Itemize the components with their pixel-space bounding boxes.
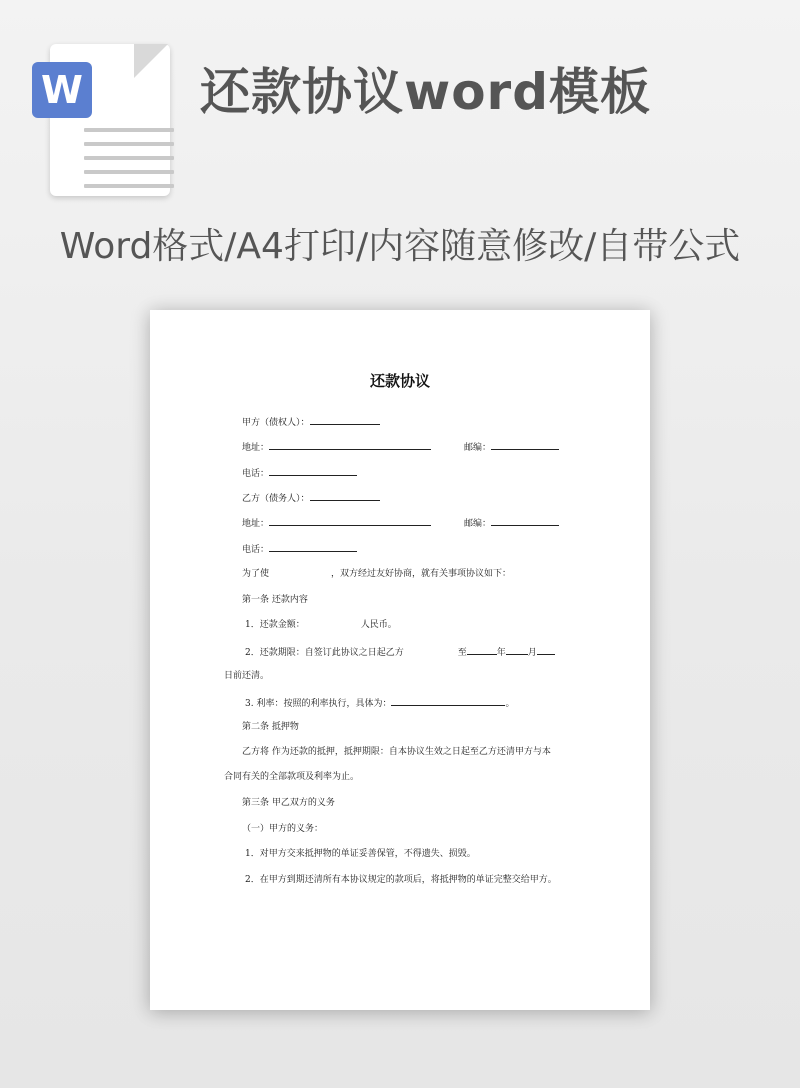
article-3-item-1: 1．对甲方交来抵押物的单证妥善保管，不得遗失、损毁。 [245,849,476,859]
party-b-address-line [242,516,431,530]
interest-rate-blank [391,696,505,706]
party-b-phone-line [242,542,357,556]
party-b-postcode-line [464,516,559,530]
article-2-text-continued: 合同有关的全部款项及利率为止。 [224,772,360,782]
interest-rate-label: 3. 利率：按照的利率执行，具体为： [245,699,392,709]
phone-label: 电话： [242,469,270,479]
phone-label: 电话： [242,545,270,555]
article-2-text: 乙方将 作为还款的抵押，抵押期限：自本协议生效之日起至乙方还清甲方与本 [242,747,551,757]
word-logo-icon: W [32,62,92,118]
day-blank [537,645,555,655]
intro-text-end: ，双方经过友好协商，就有关事项协议如下： [331,569,512,579]
file-fold-corner [134,44,168,78]
postcode-blank [491,440,559,450]
address-label: 地址： [242,519,270,529]
period-text: 。 [505,699,515,709]
article-3-item-2: 2．在甲方到期还清所有本协议规定的款项后，将抵押物的单证完整交给甲方。 [245,875,557,885]
until-text: 至 [457,648,467,658]
intro-text-start: 为了使 [242,569,270,579]
year-blank [467,645,497,655]
month-blank [506,645,528,655]
intro-paragraph [242,568,511,580]
article-1-item-3 [245,696,514,710]
year-text: 年 [496,648,506,658]
article-2-title: 第二条 抵押物 [242,722,299,732]
postcode-label: 邮编： [464,519,492,529]
postcode-label: 邮编： [464,443,492,453]
phone-blank [269,542,357,552]
address-blank [269,516,431,526]
article-1-item-1 [245,619,397,631]
party-a-phone-line [242,466,357,480]
address-label: 地址： [242,443,270,453]
postcode-blank [491,516,559,526]
article-1-title: 第一条 还款内容 [242,595,308,605]
article-3-title: 第三条 甲乙双方的义务 [242,798,335,808]
document-preview [150,310,650,1010]
page-subtitle: Word格式/A4打印/内容随意修改/自带公式 [59,226,741,267]
repay-amount-label: 1．还款金额： [245,620,305,630]
month-text: 月 [527,648,537,658]
party-b-blank [310,491,380,501]
party-a-label: 甲方（债权人）： [242,418,310,428]
article-1-item-2 [245,645,555,659]
party-a-address-line [242,440,431,454]
phone-blank [269,466,357,476]
article-3-subsection-1: （一）甲方的义务： [242,824,324,834]
party-b-line [242,491,380,505]
address-blank [269,440,431,450]
currency-text: 人民币。 [360,620,397,630]
article-1-item-2-continued: 日前还清。 [224,671,270,681]
party-a-blank [310,415,380,425]
word-file-icon [32,44,172,200]
party-a-postcode-line [464,440,559,454]
document-title: 还款协议 [369,372,430,390]
file-text-lines [84,128,174,198]
page-title: 还款协议word模板 [200,63,651,121]
party-b-label: 乙方（债务人）： [242,494,310,504]
party-a-line [242,415,380,429]
repay-term-label: 2．还款期限：自签订此协议之日起乙方 [245,648,404,658]
